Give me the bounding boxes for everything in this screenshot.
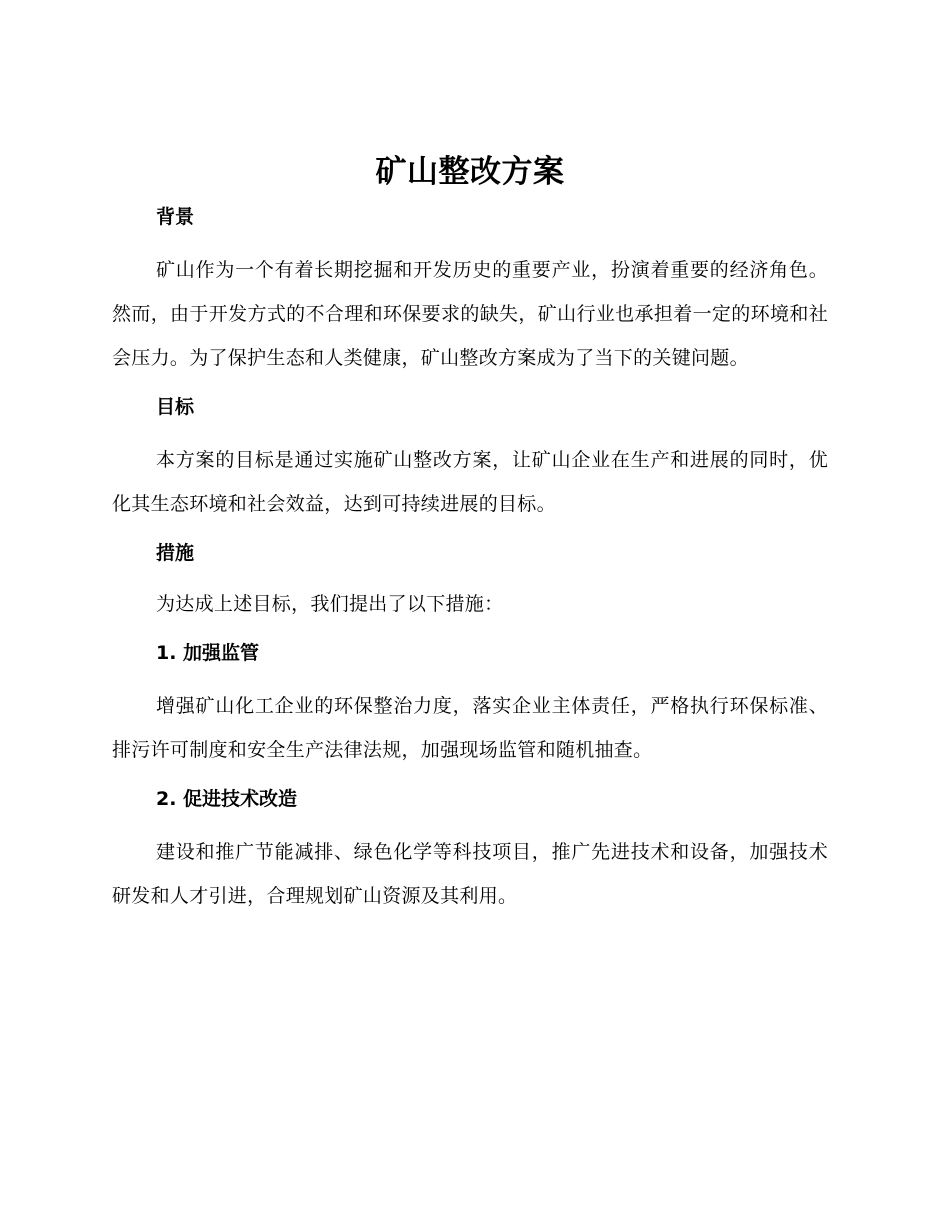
section-heading-measures: 措施 bbox=[156, 542, 195, 564]
paragraph-measures-intro: 为达成上述目标，我们提出了以下措施： bbox=[156, 593, 504, 615]
document-title: 矿山整改方案 bbox=[375, 154, 565, 190]
paragraph-measure-1: 增强矿山化工企业的环保整治力度，落实企业主体责任，严格执行环保标准、排污许可制度和安全生产法律法规，加强现场监管和随机抽查。 bbox=[112, 695, 828, 761]
paragraph-goal: 本方案的目标是通过实施矿山整改方案，让矿山企业在生产和进展的同时，优化其生态环境和社会效益，达到可持续进展的目标。 bbox=[112, 449, 828, 515]
paragraph-measure-2: 建设和推广节能减排、绿色化学等科技项目，推广先进技术和设备，加强技术研发和人才引进，合理规划矿山资源及其利用。 bbox=[112, 841, 828, 907]
paragraph-background: 矿山作为一个有着长期挖掘和开发历史的重要产业，扮演着重要的经济角色。然而，由于开发方式的不合理和环保要求的缺失，矿山行业也承担着一定的环境和社会压力。为了保护生态和人类健康，矿山整改方案成为了当下的关键问题。 bbox=[112, 259, 828, 369]
subheading-measure-2: 2. 促进技术改造 bbox=[156, 788, 298, 810]
subheading-measure-1: 1. 加强监管 bbox=[156, 642, 260, 664]
document-body bbox=[112, 150, 828, 918]
section-heading-goal: 目标 bbox=[156, 396, 195, 418]
section-heading-background: 背景 bbox=[156, 206, 195, 228]
